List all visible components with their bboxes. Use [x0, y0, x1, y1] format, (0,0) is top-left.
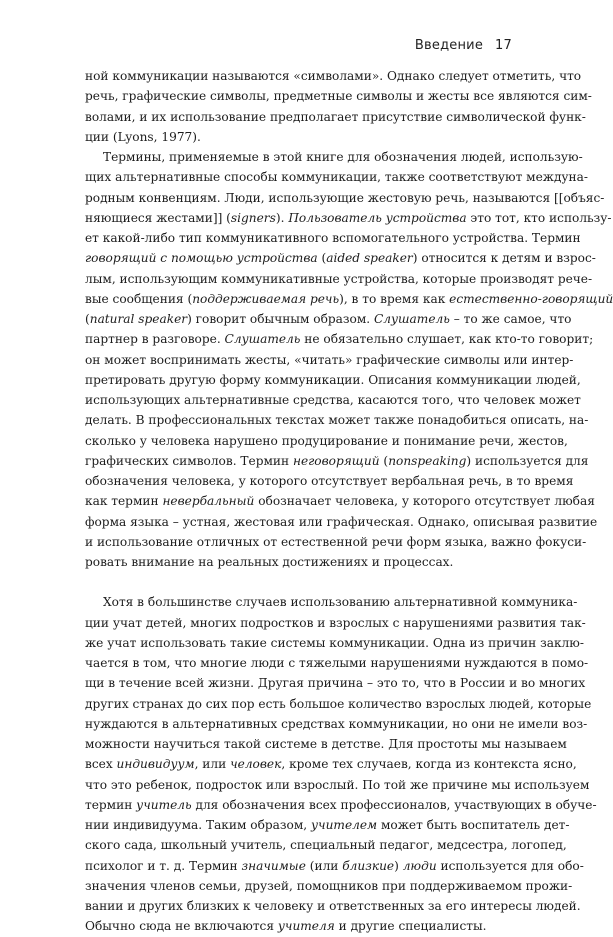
text-line: претировать другую форму коммуникации. Описания коммуникации людей,: [85, 372, 581, 387]
page-number: 17: [495, 38, 512, 53]
text-line: ции (Lyons, 1977).: [85, 129, 201, 144]
text-line: нуждаются в альтернативных средствах коммуникации, но они не имели воз-: [85, 716, 588, 731]
text-line: психолог и т. д. Термин значимые (или близкие) люди используется для обо-: [85, 858, 584, 873]
text-line: ет какой-либо тип коммуникативного вспомогательного устройства. Термин: [85, 231, 581, 245]
text-line: сколько у человека нарушено продуцирование и понимание речи, жестов,: [85, 433, 568, 448]
body-text: [85, 66, 613, 937]
text-line: ной коммуникации называются «символами». Однако следует отметить, что: [85, 69, 582, 83]
text-line: использующих альтернативные средства, касаются того, что человек может: [85, 393, 581, 407]
text-line: можности научиться такой системе в детстве. Для простоты мы называем: [85, 737, 567, 751]
paragraph: [85, 147, 613, 572]
text-line: ровать внимание на реальных достижениях и процессах.: [85, 555, 454, 569]
text-line: делать. В профессиональных текстах может также понадобиться описать, на-: [85, 413, 589, 428]
text-line: няющиеся жестами]] (signers). Пользователь устройства это тот, кто использу-: [85, 210, 612, 225]
text-line: партнер в разговоре. Слушатель не обязательно слушает, как кто-то говорит;: [85, 332, 594, 347]
text-line: форма языка – устная, жестовая или графическая. Однако, описывая развитие: [85, 514, 598, 529]
text-line: щих альтернативные способы коммуникации, также соответствуют междуна-: [85, 170, 588, 185]
text-line: лым, использующим коммуникативные устройства, которые производят рече-: [85, 271, 593, 286]
text-line: графических символов. Термин неговорящий (nonspeaking) используется для: [85, 453, 589, 468]
text-line: чается в том, что многие люди с тяжелыми нарушениями нуждаются в помо-: [85, 656, 589, 670]
text-line: Обычно сюда не включаются учителя и другие специалисты.: [85, 919, 487, 934]
text-line: нии индивидуума. Таким образом, учителем может быть воспитатель дет-: [85, 818, 570, 832]
text-line: щи в течение всей жизни. Другая причина – это то, что в России и во многих: [85, 676, 586, 691]
text-line: ции учат детей, многих подростков и взрослых с нарушениями развития так-: [85, 615, 586, 630]
paragraph-gap: [85, 572, 513, 592]
text-line: говорящий с помощью устройства (aided speaker) относится к детям и взрос-: [85, 251, 596, 266]
text-line: вые сообщения (поддерживаемая речь), в то время как естественно-говорящий: [85, 291, 613, 306]
text-line: (natural speaker) говорит обычным образом. Слушатель – то же самое, что: [85, 312, 572, 326]
text-line: Термины, применяемые в этой книге для обозначения людей, использую-: [103, 150, 583, 164]
text-line: как термин невербальный обозначает человека, у которого отсутствует любая: [85, 494, 595, 509]
text-line: что это ребенок, подросток или взрослый. По той же причине мы используем: [85, 777, 590, 792]
text-line: и использование отличных от естественной речи форм языка, важно фокуси-: [85, 534, 587, 549]
text-line: вании и других близких к человеку и ответственных за его интересы людей.: [85, 899, 581, 913]
running-header: [415, 38, 512, 53]
text-line: обозначения человека, у которого отсутствует вербальная речь, в то время: [85, 474, 574, 488]
text-line: всех индивидуум, или человек, кроме тех случаев, когда из контекста ясно,: [85, 757, 577, 772]
text-line: ского сада, школьный учитель, специальный педагог, медсестра, логопед,: [85, 838, 567, 853]
text-line: же учат использовать такие системы коммуникации. Одна из причин заклю-: [85, 635, 584, 650]
text-line: волами, и их использование предполагает присутствие символической функ-: [85, 109, 586, 124]
text-line: родным конвенциям. Люди, использующие жестовую речь, называются [[объяс-: [85, 190, 605, 205]
text-line: он может воспринимать жесты, «читать» графические символы или интер-: [85, 352, 574, 367]
text-line: значения членов семьи, друзей, помощников при поддерживаемом прожи-: [85, 878, 573, 893]
paragraph: [85, 66, 592, 147]
text-line: речь, графические символы, предметные символы и жесты все являются сим-: [85, 89, 592, 104]
section-title: Введение: [414, 38, 484, 53]
paragraph: [85, 592, 597, 936]
text-line: Хотя в большинстве случаев использованию альтернативной коммуника-: [103, 595, 578, 610]
text-line: других странах до сих пор есть большое количество взрослых людей, которые: [85, 696, 592, 711]
text-line: термин учитель для обозначения всех профессионалов, участвующих в обуче-: [85, 797, 597, 812]
